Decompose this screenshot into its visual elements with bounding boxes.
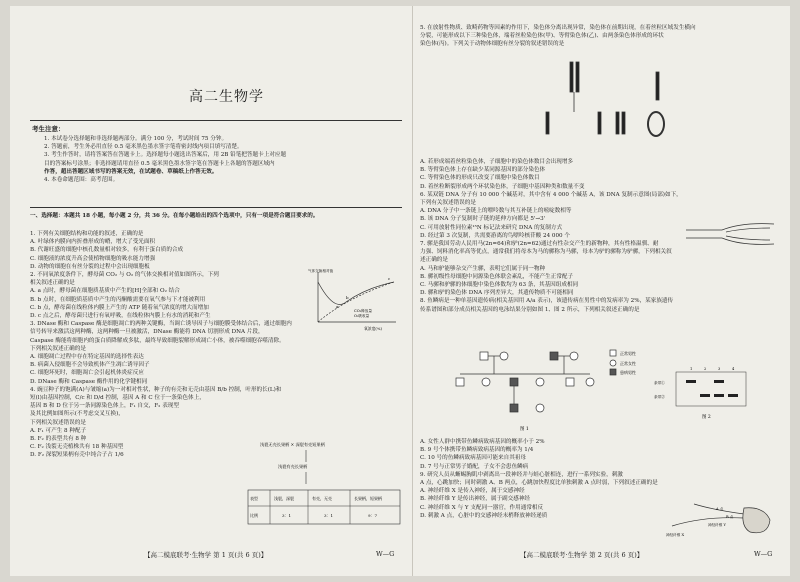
table-cell: 9：7 xyxy=(368,513,378,518)
question-line: B. 骡初级性母细胞中同源染色体联会紊乱，不能产生正常配子 xyxy=(420,273,574,280)
question-line: C. 可用放射性同位素¹⁵N 标记法来研究 DNA 的复制方式 xyxy=(420,224,563,231)
band-label: 条带① xyxy=(654,381,665,385)
question-line: Caspase 酶能将细胞内的蛋白质降解成多肽，最终导致细胞裂解形成凋亡小体，被吞噬细胞吞噬清除。 xyxy=(30,337,285,344)
page-footer: 【高二模底联考·生物学 第 1 页(共 6 页)】 xyxy=(144,551,268,559)
page-footer: 【高二模底联考·生物学 第 2 页(共 6 页)】 xyxy=(520,551,644,559)
question-line: C. 马骡和驴骡的体细胞中染色体数均为 63 条，其基因组成相同 xyxy=(420,282,579,289)
nerve-heart-diagram xyxy=(664,496,780,540)
question-line: B. 该 DNA 分子复制时子链的延伸方向都是 5'→3' xyxy=(420,216,546,223)
gel-col: 1 xyxy=(690,367,693,371)
page-2 xyxy=(420,6,782,576)
question-line: 4. 豌豆种子的饱满(A)与皱缩(a)为一对相对性状，种子的有壳和无壳由基因 B/b 控制，叶形的长(L)和 xyxy=(30,386,282,393)
question-line: C. 10 号的鱼鳞病致病基因可能来自其祖母 xyxy=(420,455,527,462)
question-line: B. 等臂染色体上存在缺少某同源基因的部分染色体 xyxy=(420,167,546,174)
question-line: C. 神经纤维 X 与 Y 支配同一器官，作用通常相反 xyxy=(420,504,544,511)
f1-label: 浅裂有壳长果柄 xyxy=(278,464,308,469)
question-line: 信号转导来激活这两种酶，这两种酶一旦被激活，DNase 酶能将 DNA 切割形成 DNA 片段， xyxy=(30,329,264,336)
question-line: 7. 骡是我国劳动人民用马(2n=64)和驴(2n=62)通过有性杂交产生的新物种，其有性格温驯、耐 xyxy=(420,241,659,248)
legend-entry: O₂吸收量 xyxy=(354,314,370,318)
notice-item: 1. 本试卷分选择题和非选择题两部分。满分 100 分，考试时间 75 分钟。 xyxy=(44,136,228,142)
legend-label: 正常女性 xyxy=(620,361,636,366)
question-line: D. 动物的细胞在有丝分裂的过程中会出现细胞板 xyxy=(30,263,150,270)
question-line: A. 神经纤维 X 是传入神经，属于交感神经 xyxy=(420,488,525,495)
question-line: D. c 点之后，酵母菌只进行有氧呼吸，在线粒体内膜上有水的消耗和产生 xyxy=(30,313,211,320)
question-line: C. 等臂染色体的形成只改变了细胞中染色体数目 xyxy=(420,175,540,182)
question-line: 述正确的是 xyxy=(420,257,448,264)
section-heading: 一、选择题：本题共 18 小题，每小题 2 分，共 36 分。在每小题给出的四个选项中，只有一项是符合题目要求的。 xyxy=(30,213,319,219)
question-line: 下列相关叙述正确的是 xyxy=(30,345,86,352)
question-line: 及其比例如图所示(不考虑交叉互换)， xyxy=(30,411,124,418)
question-line: B. 病菌入侵细胞不会导致机体产生凋亡诱导因子 xyxy=(30,362,150,369)
question-line: D. 着丝粒断裂形成两个环状染色体，子细胞中基因种类和数量不变 xyxy=(420,183,585,190)
question-line: 1. 下列有关细胞结构和功能的叙述，正确的是 xyxy=(30,231,144,237)
question-line: C. b 点，酵母菌在线粒体内膜上产生的 ATP 随着氧气浓度的增大而增加 xyxy=(30,304,209,311)
dna-replication-diagram xyxy=(682,220,778,250)
cross-diagram xyxy=(246,438,402,534)
question-line: 8. 鱼鳞病是一种单基因遗传病(相关基因用 A/a 表示)，该遗传病在男性中的发病率为 2%，某家族遗传 xyxy=(420,298,674,305)
point-label: a xyxy=(336,304,339,309)
question-line: A. 若形成端着丝粒染色体，子细胞中的染色体数目会出现增多 xyxy=(420,159,574,165)
nerve-label: 神经纤维 Y xyxy=(708,523,726,527)
table-cell: 比例 xyxy=(250,513,258,518)
page-code: W—G xyxy=(754,550,773,558)
question-line: D. F₂ 深裂短果柄有壳中纯合子占 1/6 xyxy=(30,452,124,459)
page-code: W—G xyxy=(376,550,395,558)
question-line: D. DNase 酶和 Caspase 酶作用的化学键相同 xyxy=(30,378,148,385)
parents-label: 浅裂无壳长果柄 × 深裂有壳短果柄 xyxy=(260,442,325,447)
exam-sheet xyxy=(10,6,790,576)
chromosome-diagram xyxy=(540,52,680,152)
point-label: c xyxy=(388,276,391,281)
question-line: 相关叙述正确的是 xyxy=(30,280,75,287)
question-line: D. 骡和驴的染色体 DNA 序列差异大，其遗传物质不可能相同 xyxy=(420,290,574,297)
question-line: 传系谱图和部分成员相关基因的电泳结果分别如图 1、图 2 所示，下列相关叙述正确的是 xyxy=(420,306,640,313)
question-line: 力强、饲料消化率高等优点，通常我们将母本为马的骡称为马骡，母本为驴的骡称为驴骡，下列相关叙 xyxy=(420,249,672,256)
notice-item: 4. 本卷命题范围：高考范围。 xyxy=(44,177,119,184)
question-line: 9. 研究人员从蜥蜴胸肌中剥离出一段神经并与蛙心脏相连，进行一系列实验，刺激 xyxy=(420,471,623,478)
table-cell: 3：1 xyxy=(324,513,334,518)
question-line: D. 7 号与正常男子婚配，子女不会患鱼鳞病 xyxy=(420,463,529,470)
question-list-left xyxy=(30,230,402,460)
point-label: b xyxy=(346,295,349,300)
figure-label: 图 1 xyxy=(520,427,529,432)
question-line: 分裂，可能形成以下三种染色体，端着丝粒染色体(甲)、等臂染色体(乙)、由两条染色体形成的环状 xyxy=(420,33,664,40)
band-label: 条带② xyxy=(654,395,665,399)
question-line: B. b 点时，在细胞质基质中产生的丙酮酸需要在氧气参与下才能被利用 xyxy=(30,296,206,303)
question-line: 下列相关叙述错误的是 xyxy=(30,419,86,426)
question-line: B. F₂ 的表型共有 8 种 xyxy=(30,436,87,443)
y-axis-label: 气体交换相对值 xyxy=(308,269,334,273)
question-line: A. F₁ 可产生 8 种配子 xyxy=(30,427,87,434)
question-line: 基因 B 和 D 位于另一条同源染色体上，F₁ 自交，F₂ 表现型 xyxy=(30,403,179,410)
notice-item: 作答，超出答题区域书写的答案无效，在试题卷、草稿纸上作答无效。 xyxy=(44,168,218,175)
point-label: B 点 xyxy=(726,515,734,519)
table-cell: 3：1 xyxy=(282,513,292,518)
page-1 xyxy=(24,6,404,576)
question-line: A. 细胞凋亡过程中存在特定基因的选择性表达 xyxy=(30,354,144,361)
page-title: 高二生物学 xyxy=(189,89,264,105)
question-line: C. F₂ 浅裂无壳植株共有 18 种基因型 xyxy=(30,444,124,451)
question-line: D. 经过第 3 次复制，共需要游离的鸟嘌呤核苷酸 24 000 个 xyxy=(420,232,570,239)
question-line: A 点，心跳加快；同时刺激 A、B 两点，心跳加快程度比单独刺激 A 点时弱，下列叙述正确的是 xyxy=(420,480,658,487)
question-line: A. DNA 分子中一条链上的嘌呤数与其互补链上的嘧啶数相等 xyxy=(420,208,572,215)
question-line: B. 9 号个体携带鱼鳞病致病基因的概率为 1/4 xyxy=(420,447,534,454)
question-line: 染色体(丙)。下列关于动物体细胞有丝分裂的叙述错误的是 xyxy=(420,41,565,48)
pedigree-diagram xyxy=(440,344,770,434)
question-line: 3. DNase 酶和 Caspase 酶是细胞凋亡的两种关键酶，当调亡诱导因子与细胞膜受体结合后，通过细胞内 xyxy=(30,321,292,328)
question-line: B. 代谢旺盛的细胞中核孔数量相对较多，有利于蛋白质的合成 xyxy=(30,247,184,254)
question-line: B. 神经纤维 Y 是传出神经，属于副交感神经 xyxy=(420,496,531,503)
nerve-label: 神经纤维 X xyxy=(666,533,685,537)
question-line: 5. 在放射性物质、致畸药物等因素的作用下，染色体分离出现异常，染色体在前期出现，在着丝粒区域发生横向 xyxy=(420,25,696,31)
question-line: C. 细胞坏死时，细胞凋亡会引起机体炎症反应 xyxy=(30,370,144,377)
notice-heading: 考生注意： xyxy=(32,125,65,133)
question-line: C. 细胞液的浓度升高会使植物细胞的吸水能力增强 xyxy=(30,255,156,262)
notice-item: 目的答案标号涂黑；非选择题请用直径 0.5 毫米黑色墨水签字笔在答题卡上各题的答题区域内 xyxy=(44,160,275,167)
figure-label: 图 2 xyxy=(702,415,711,420)
table-header: 表型 xyxy=(250,496,258,501)
table-header: 有壳，无壳 xyxy=(312,496,332,501)
x-axis-label: 氧浓度(%) xyxy=(364,326,382,331)
notice-box xyxy=(30,120,402,208)
page-divider xyxy=(412,6,413,576)
table-header: 浅裂，深裂 xyxy=(274,496,294,501)
question-line: 6. 某双链 DNA 分子有 10 000 个碱基对，其中含有 4 000 个碱基 A，该 DNA 复制示意图(局部)如下， xyxy=(420,191,682,198)
question-line: A. 女性人群中携带鱼鳞病致病基因的概率小于 2% xyxy=(420,439,545,445)
question-line: A. a 点时，酵母菌在细胞质基质中产生的[H]全部和 O₂ 结合 xyxy=(30,288,180,295)
gel-figure xyxy=(654,367,746,420)
gel-col: 2 xyxy=(704,367,707,371)
legend-label: 正常男性 xyxy=(620,351,636,356)
notice-item: 2. 答题前，考生务必用直径 0.5 毫米黑色墨水签字笔将密封线内项目填写清楚。 xyxy=(44,144,243,151)
gas-exchange-chart xyxy=(306,268,402,332)
question-list-right xyxy=(420,24,782,49)
question-line: 2. 不同氧浓度条件下，酵母菌 CO₂ 与 O₂ 的气体交换相对值如图所示，下列 xyxy=(30,272,219,279)
table-header: 长果柄，短果柄 xyxy=(354,496,382,501)
question-line: A. 叶绿体内膜向内折叠形成的嵴，增大了受光面积 xyxy=(30,239,156,246)
question-line: D. 刺激 A 点，心脏中的交感神经末梢释放神经递质 xyxy=(420,512,548,519)
point-label: A 点 xyxy=(716,507,724,511)
notice-item: 3. 考生作答时，请将答案答在答题卡上。选择题每小题选出答案后，用 2B 铅笔把答题卡上对应题 xyxy=(44,152,287,159)
question-line: 短(l)由基因控制，C/c 和 D/d 控制，基因 A 和 C 位于一条染色体上， xyxy=(30,395,205,402)
gel-col: 3 xyxy=(718,367,721,371)
legend-label: 患病男性 xyxy=(620,370,636,375)
question-line: 下列有关叙述错误的是 xyxy=(420,200,476,207)
question-line: A. 马和驴能够杂交产生骡，表明它们属于同一物种 xyxy=(420,265,546,272)
legend-entry: CO₂释放量 xyxy=(354,309,372,313)
gel-col: 4 xyxy=(732,367,735,371)
